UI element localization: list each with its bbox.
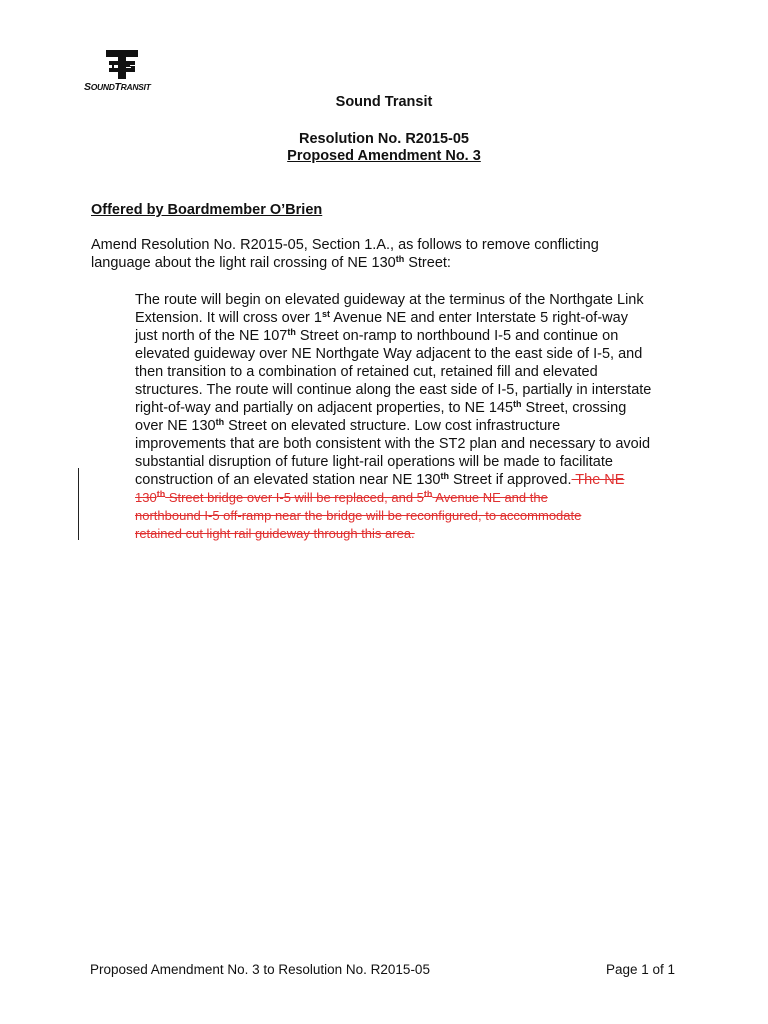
quote-line: elevated guideway over NE Northgate Way adjacent to the east side of I-5, and bbox=[135, 346, 643, 362]
quote-line: structures. The route will continue along the east side of I-5, partially in interstate bbox=[135, 382, 652, 398]
org-title: Sound Transit bbox=[335, 94, 433, 110]
quote-line: then transition to a combination of retained cut, retained fill and elevated bbox=[135, 364, 598, 380]
quote-line: just north of the NE 107th Street on-ramp to northbound I-5 and continue on bbox=[135, 327, 619, 344]
offered-by-heading: Offered by Boardmember O’Brien bbox=[91, 202, 323, 218]
intro-line: language about the light rail crossing of NE 130th Street: bbox=[91, 253, 451, 271]
resolution-number: Resolution No. R2015-05 bbox=[298, 131, 469, 147]
amended-section-text bbox=[135, 291, 695, 543]
quote-line: improvements that are both consistent with the ST2 plan and necessary to avoid bbox=[135, 436, 651, 452]
footer-document-title: Proposed Amendment No. 3 to Resolution No. R2015-05 bbox=[90, 962, 430, 977]
quote-line: right-of-way and partially on adjacent properties, to NE 145th Street, crossing bbox=[135, 399, 627, 416]
footer-page-number: Page 1 of 1 bbox=[606, 962, 676, 977]
sound-transit-logo bbox=[84, 50, 160, 94]
deleted-text-line: northbound I-5 off-ramp near the bridge will be reconfigured, to accommodate bbox=[135, 508, 582, 523]
sound-transit-logo-icon bbox=[106, 50, 138, 79]
deleted-text-line: retained cut light rail guideway through this area. bbox=[135, 526, 415, 541]
quote-line: over NE 130th Street on elevated structure. Low cost infrastructure bbox=[135, 417, 561, 434]
quote-line: Extension. It will cross over 1st Avenue NE and enter Interstate 5 right-of-way bbox=[135, 309, 628, 326]
quote-line: construction of an elevated station near NE 130th Street if approved. The NE bbox=[135, 471, 625, 488]
intro-line: Amend Resolution No. R2015-05, Section 1.A., as follows to remove conflicting bbox=[91, 237, 599, 253]
revision-bar bbox=[78, 468, 79, 540]
deleted-text: The NE bbox=[571, 472, 625, 488]
intro-paragraph bbox=[91, 237, 599, 272]
quote-line: substantial disruption of future light-rail operations will be made to facilitate bbox=[135, 454, 613, 470]
quote-line: The route will begin on elevated guideway at the terminus of the Northgate Link bbox=[135, 292, 644, 308]
deleted-text-line: 130th Street bridge over I-5 will be replaced, and 5th Avenue NE and the bbox=[135, 489, 548, 505]
logo-wordmark: SOUNDTRANSIT bbox=[84, 81, 151, 93]
amendment-title: Proposed Amendment No. 3 bbox=[287, 148, 481, 164]
